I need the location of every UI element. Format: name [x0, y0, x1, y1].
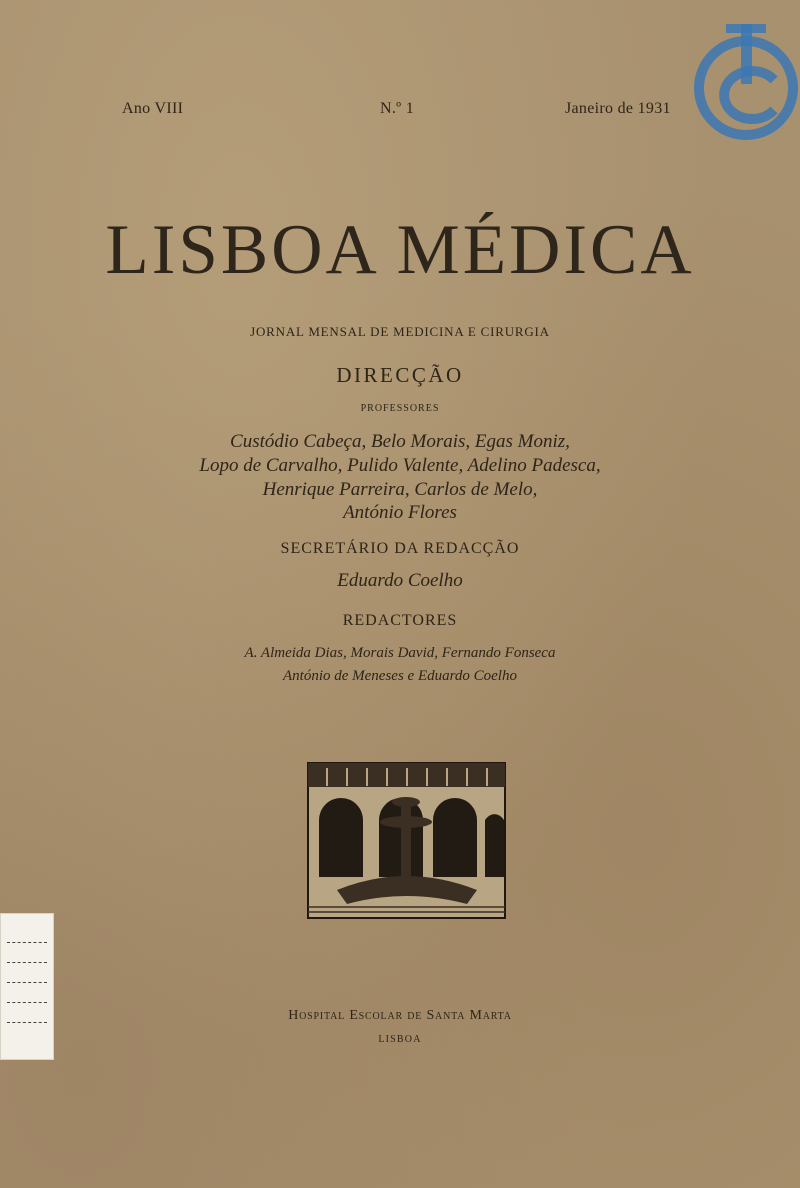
editors-line: A. Almeida Dias, Morais David, Fernando Fonseca — [244, 645, 556, 661]
label-rule — [7, 942, 47, 943]
issue-date: Janeiro de 1931 — [565, 100, 671, 117]
volume-year: Ano VIII — [122, 100, 184, 117]
editors-line: António de Meneses e Eduardo Coelho — [283, 668, 517, 684]
cloister-fountain-illustration — [307, 762, 506, 919]
secretary-heading: SECRETÁRIO DA REDACÇÃO — [280, 540, 520, 557]
library-label-sticker — [0, 913, 54, 1060]
library-stamp-icon — [688, 18, 800, 148]
label-rule — [7, 1022, 47, 1023]
professors-line: Henrique Parreira, Carlos de Melo, — [262, 479, 538, 500]
professors-line: António Flores — [343, 502, 457, 523]
editors-heading: REDACTORES — [342, 612, 458, 629]
publisher-city: LISBOA — [378, 1034, 422, 1045]
journal-title: LISBOA MÉDICA — [105, 211, 695, 289]
direction-heading: DIRECÇÃO — [336, 363, 464, 387]
label-rule — [7, 1002, 47, 1003]
journal-subtitle: JORNAL MENSAL DE MEDICINA E CIRURGIA — [250, 324, 550, 339]
professors-line: Lopo de Carvalho, Pulido Valente, Adelino Padesca, — [199, 455, 601, 476]
secretary-name: Eduardo Coelho — [337, 570, 463, 591]
publisher-name: Hospital Escolar de Santa Marta — [288, 1008, 512, 1023]
issue-number: N.º 1 — [380, 100, 415, 117]
label-rule — [7, 982, 47, 983]
label-rule — [7, 962, 47, 963]
professors-heading: PROFESSORES — [360, 403, 440, 414]
professors-line: Custódio Cabeça, Belo Morais, Egas Moniz, — [230, 431, 570, 452]
